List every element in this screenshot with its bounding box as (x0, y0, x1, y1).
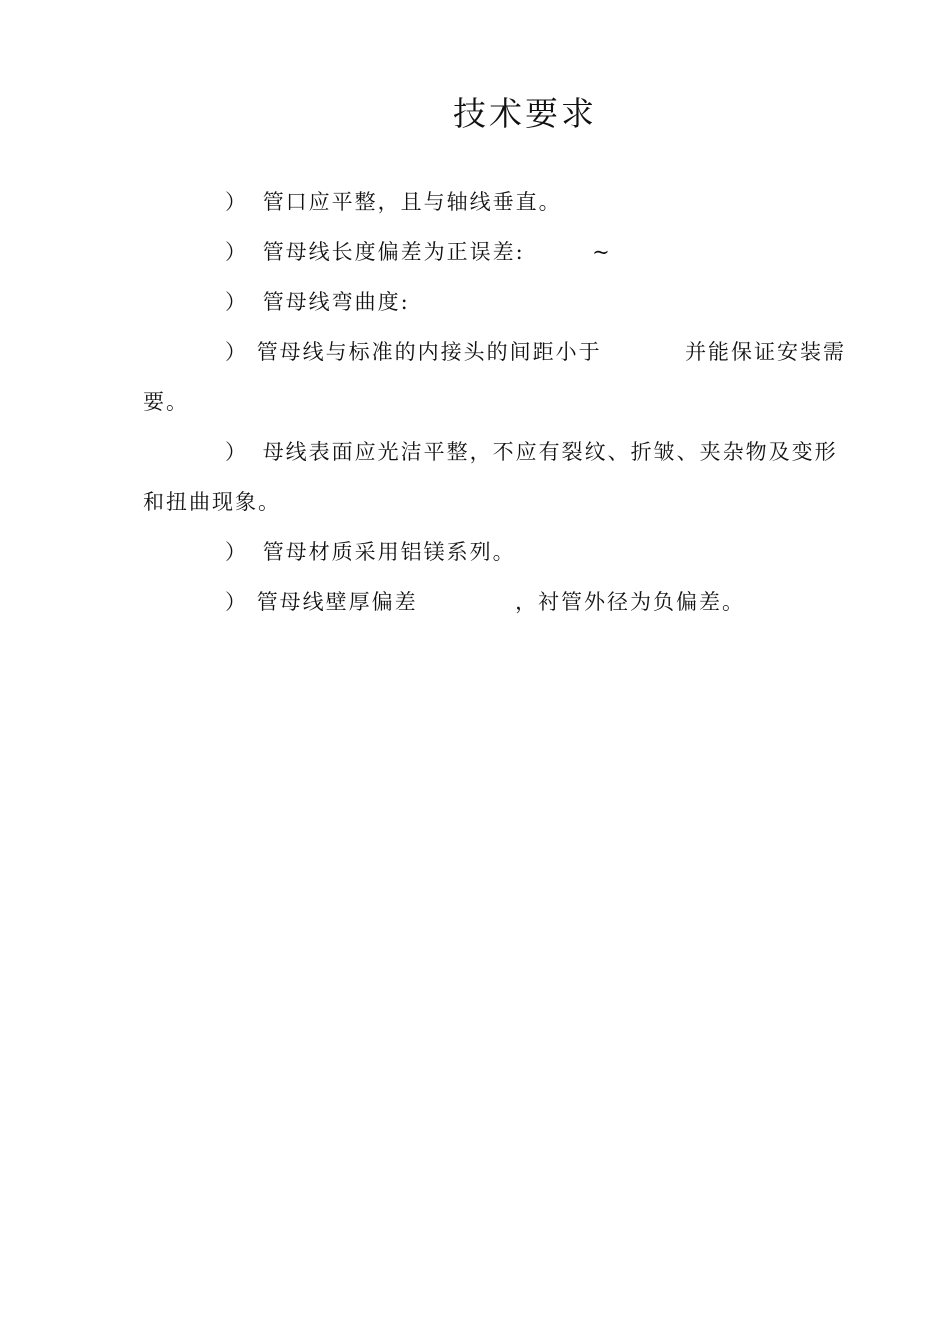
item-text: 管母材质采用铝镁系列。 (262, 540, 516, 564)
requirement-item-5-continuation (143, 486, 281, 516)
item-continuation: 和扭曲现象。 (143, 490, 281, 514)
item-marker: ） (225, 240, 248, 264)
item-text: 母线表面应光洁平整，不应有裂纹、折皱、夹杂物及变形 (262, 440, 838, 464)
requirement-item-7 (225, 586, 745, 616)
item-tail: ~ (592, 240, 612, 264)
item-marker: ） (225, 540, 248, 564)
item-marker: ） (225, 290, 248, 314)
requirement-item-5 (225, 436, 838, 466)
item-continuation: 要。 (143, 390, 189, 414)
requirement-item-4 (225, 336, 846, 366)
item-text: 管母线壁厚偏差 (256, 590, 418, 614)
item-marker: ） (225, 440, 248, 464)
item-text: 管口应平整，且与轴线垂直。 (262, 190, 562, 214)
requirement-item-4-continuation (143, 386, 189, 416)
item-marker: ） (225, 340, 248, 364)
requirement-item-1 (225, 186, 562, 216)
item-marker: ） (225, 190, 248, 214)
item-tail: ，衬管外径为负偏差。 (515, 590, 746, 614)
item-text: 管母线长度偏差为正误差: (262, 240, 525, 264)
page-title: 技术要求 (453, 94, 597, 133)
item-text: 管母线弯曲度: (262, 290, 410, 314)
requirement-item-3 (225, 286, 410, 316)
item-tail: 并能保证安装需 (685, 340, 847, 364)
requirement-item-6 (225, 536, 516, 566)
item-marker: ） (225, 590, 248, 614)
item-text: 管母线与标准的内接头的间距小于 (256, 340, 602, 364)
requirement-item-2 (225, 236, 612, 266)
